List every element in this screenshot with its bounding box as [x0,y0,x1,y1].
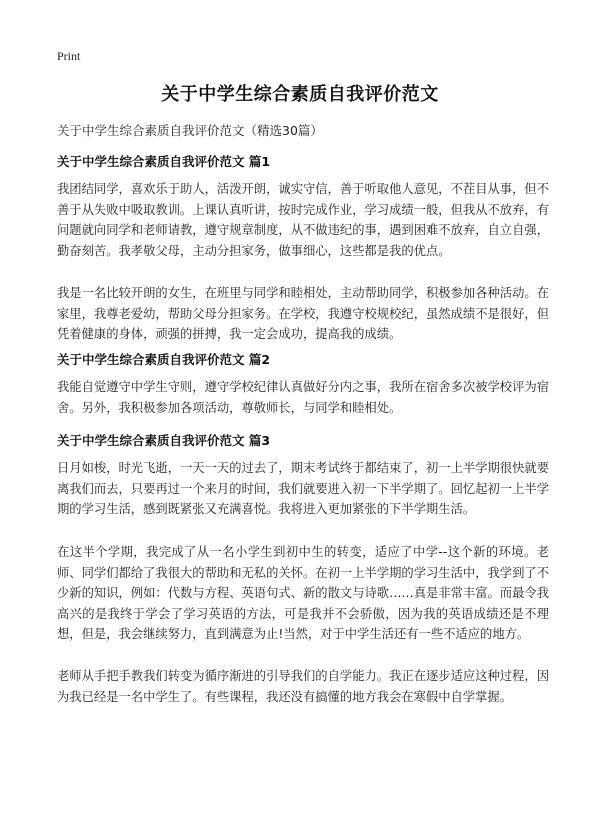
print-label: Print [57,49,81,63]
section-1-paragraph-1: 我团结同学，喜欢乐于助人，活泼开朗，诚实守信，善于听取他人意见，不茬目从事，但不善于从失败中吸取教训。上课认真听讲，按时完成作业，学习成绩一般，但我从不放弃，有问题就向同学和老师请教，遵守规章制度，从不做违纪的事，遇到困难不放弃，自立自强，勤奋刻苦。我孝敬父母，主动分担家务，做事细心，这些都是我的优点。 [57,182,549,258]
section-3-paragraph-2: 在这半个学期，我完成了从一名小学生到初中生的转变，适应了中学--这个新的环境。老师、同学们都给了我很大的帮助和无私的关怀。在初一上半学期的学习生活中，我学到了不少新的知识，例如：代数与方程、英语句式、新的散文与诗歌……真是非常丰富。而最令我高兴的是我终于学会了学习英语的方法，可是我并不会骄傲，因为我的英语成绩还是不理想，但是，我会继续努力，直到满意为止!当然，对于中学生活还有一些不适应的地方。 [57,545,549,641]
section-3-paragraph-1: 日月如梭，时光飞逝，一天一天的过去了，期末考试终于都结束了，初一上半学期很快就要离我们而去，只要再过一个来月的时间，我们就要进入初一下半学期了。回忆起初一上半学期的学习生活，感到既紧张又充满喜悦。我将进入更加紧张的下半学期生活。 [57,461,549,516]
section-2-paragraph-1: 我能自觉遵守中学生守则，遵守学校纪律认真做好分内之事，我所在宿舍多次被学校评为宿舍。另外，我积极参加各项活动，尊敬师长，与同学和睦相处。 [57,380,549,415]
section-1-paragraph-2: 我是一名比较开朗的女生，在班里与同学和睦相处，主动帮助同学，积极参加各种活动。在家里，我尊老爱幼，帮助父母分担家务。在学校，我遵守校规校纪，虽然成绩不是很好，但凭着健康的身体，顽强的拼搏，我一定会成功，提高我的成绩。 [57,286,549,341]
page-title: 关于中学生综合素质自我评价范文 [161,84,439,105]
page-subtitle: 关于中学生综合素质自我评价范文（精选30篇） [57,123,323,138]
section-heading-2: 关于中学生综合素质自我评价范文 篇2 [57,352,271,367]
section-heading-3: 关于中学生综合素质自我评价范文 篇3 [57,433,271,448]
section-heading-1: 关于中学生综合素质自我评价范文 篇1 [57,154,271,169]
section-3-paragraph-3: 老师从手把手教我们转变为循序渐进的引导我们的自学能力。我正在逐步适应这种过程，因为我已经是一名中学生了。有些课程，我还没有搞懂的地方我会在寒假中自学掌握。 [57,669,549,704]
